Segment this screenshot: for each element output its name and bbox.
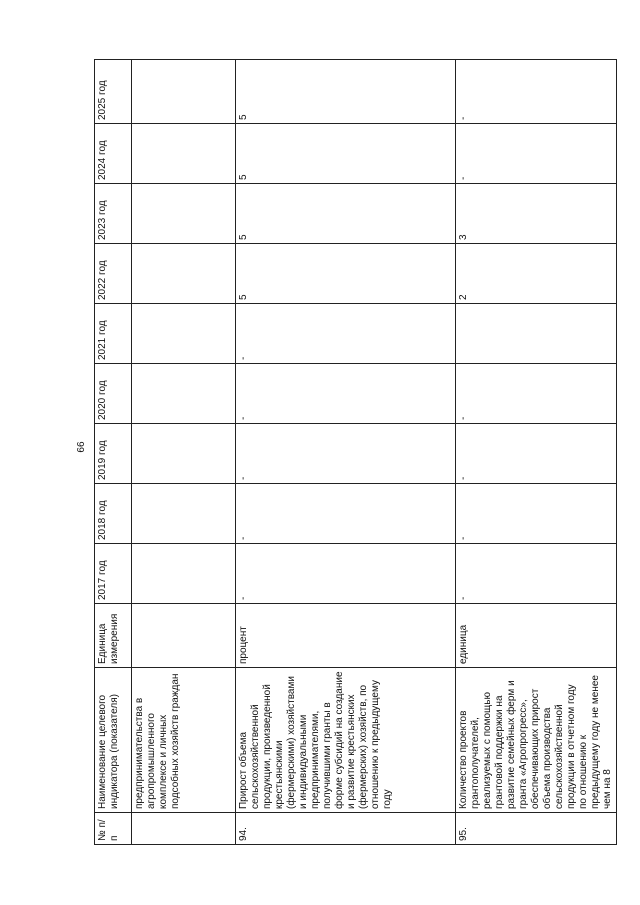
row-value: - (236, 364, 456, 424)
header-year: 2019 год (95, 424, 132, 484)
row-value (132, 484, 236, 544)
table-header-row (95, 60, 132, 845)
row-num (132, 813, 236, 845)
table-row (236, 60, 456, 845)
header-year: 2018 год (95, 484, 132, 544)
indicators-table (94, 59, 617, 845)
row-unit: процент (236, 604, 456, 668)
row-value: 3 (456, 184, 617, 244)
header-year: 2025 год (95, 60, 132, 124)
row-value: - (236, 484, 456, 544)
table-row (132, 60, 236, 845)
row-indicator-name: Прирост объема сельскохозяйственной продукции, произведенной крестьянскими (фермерскими) хозяйствами и индивидуальными предпринимателями, получившими гранты в форме субсидий на создание и развитие крестьянских (фермерских) хозяйств, по отношению к предыдущему году (236, 668, 456, 813)
row-num: 94. (236, 813, 456, 845)
row-value: - (236, 424, 456, 484)
header-unit: Единица измерения (95, 604, 132, 668)
header-num: № п/п (95, 813, 132, 845)
row-value: 5 (236, 244, 456, 304)
row-value (132, 184, 236, 244)
table-row (456, 60, 617, 845)
row-value (132, 60, 236, 124)
header-year: 2020 год (95, 364, 132, 424)
rotated-table-wrapper (94, 60, 613, 845)
row-unit (132, 604, 236, 668)
row-value: - (456, 124, 617, 184)
row-value: - (456, 544, 617, 604)
row-value: - (456, 60, 617, 124)
row-value (456, 304, 617, 364)
row-value: 5 (236, 124, 456, 184)
header-year: 2024 год (95, 124, 132, 184)
row-unit: единица (456, 604, 617, 668)
row-num: 95. (456, 813, 617, 845)
header-year: 2021 год (95, 304, 132, 364)
header-year: 2023 год (95, 184, 132, 244)
header-year: 2017 год (95, 544, 132, 604)
row-value: - (236, 304, 456, 364)
row-value: 5 (236, 60, 456, 124)
row-value (132, 364, 236, 424)
row-value (132, 244, 236, 304)
header-name: Наименование целевого индикатора (показателя) (95, 668, 132, 813)
row-value (132, 424, 236, 484)
row-indicator-name: предпринимательства в агропромышленного комплексе и личных подсобных хозяйств граждан (132, 668, 236, 813)
row-value: - (236, 544, 456, 604)
row-value (132, 544, 236, 604)
row-indicator-name: Количество проектов грантополучателей, реализуемых с помощью грантовой поддержки на развитие семейных ферм и гранта «Агропрогресс», обеспечивающих прирост объема производства сельскохозяйственной продукции в отчетном году по отношению к предыдущему году не менее чем на 8 (456, 668, 617, 813)
page-number: 66 (76, 441, 87, 453)
row-value: 2 (456, 244, 617, 304)
header-year: 2022 год (95, 244, 132, 304)
row-value: 5 (236, 184, 456, 244)
row-value: - (456, 484, 617, 544)
row-value (132, 124, 236, 184)
row-value (132, 304, 236, 364)
row-value: - (456, 364, 617, 424)
row-value: - (456, 424, 617, 484)
